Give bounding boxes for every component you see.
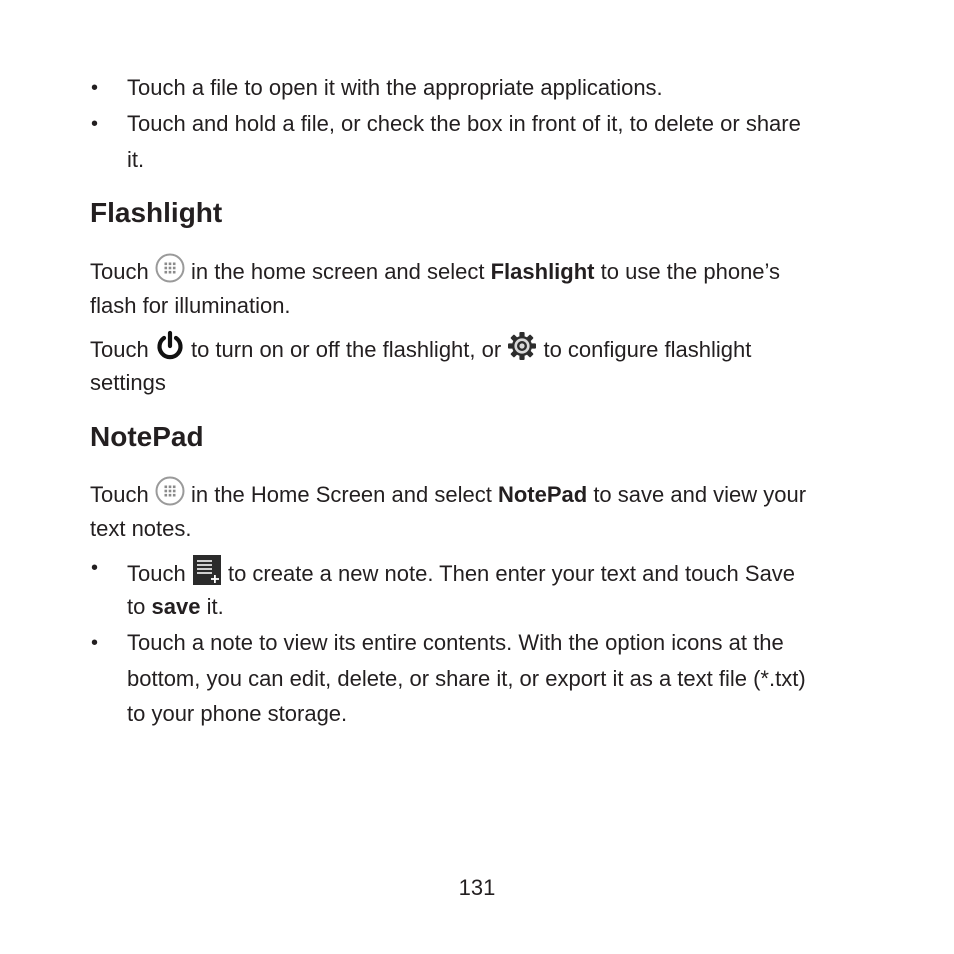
bullet-marker: •: [91, 77, 99, 99]
apps-grid-icon: [155, 253, 185, 287]
bullet-marker: •: [91, 632, 99, 654]
notepad-bullet-new-note-line1: Touch to create a new note. Then enter your text and touch Save: [127, 557, 795, 593]
notepad-bullet-view-line3: to your phone storage.: [127, 701, 348, 726]
new-note-icon: [192, 554, 222, 590]
settings-gear-icon: [507, 331, 537, 365]
apps-grid-icon: [155, 476, 185, 510]
notepad-paragraph-line1: Touch in the Home Screen and select NotePad to save and view your: [90, 479, 806, 513]
bullet-hold-file-line1: Touch and hold a file, or check the box in front of it, to delete or share: [127, 111, 801, 136]
bullet-open-file: Touch a file to open it with the appropriate applications.: [127, 75, 663, 100]
notepad-paragraph-line2: text notes.: [90, 516, 192, 541]
bullet-marker: •: [91, 113, 99, 135]
notepad-heading: NotePad: [90, 421, 204, 452]
flashlight-heading: Flashlight: [90, 197, 223, 228]
bullet-marker: •: [91, 557, 99, 579]
notepad-bullet-new-note-line2: to save it.: [127, 594, 224, 619]
page-number: 131: [458, 875, 496, 900]
flashlight-paragraph-line1: Touch in the home screen and select Flashlight to use the phone’s: [90, 256, 780, 290]
flashlight-toggle-line2: settings: [90, 370, 166, 395]
notepad-bullet-view-line1: Touch a note to view its entire contents. With the option icons at the: [127, 630, 784, 655]
flashlight-toggle-line1: Touch to turn on or off the flashlight, or to configure flashlight: [90, 333, 751, 369]
power-icon: [155, 330, 185, 366]
bullet-hold-file-line2: it.: [127, 147, 145, 172]
notepad-bullet-view-line2: bottom, you can edit, delete, or share it, or export it as a text file (*.txt): [127, 666, 806, 691]
flashlight-paragraph-line2: flash for illumination.: [90, 293, 291, 318]
